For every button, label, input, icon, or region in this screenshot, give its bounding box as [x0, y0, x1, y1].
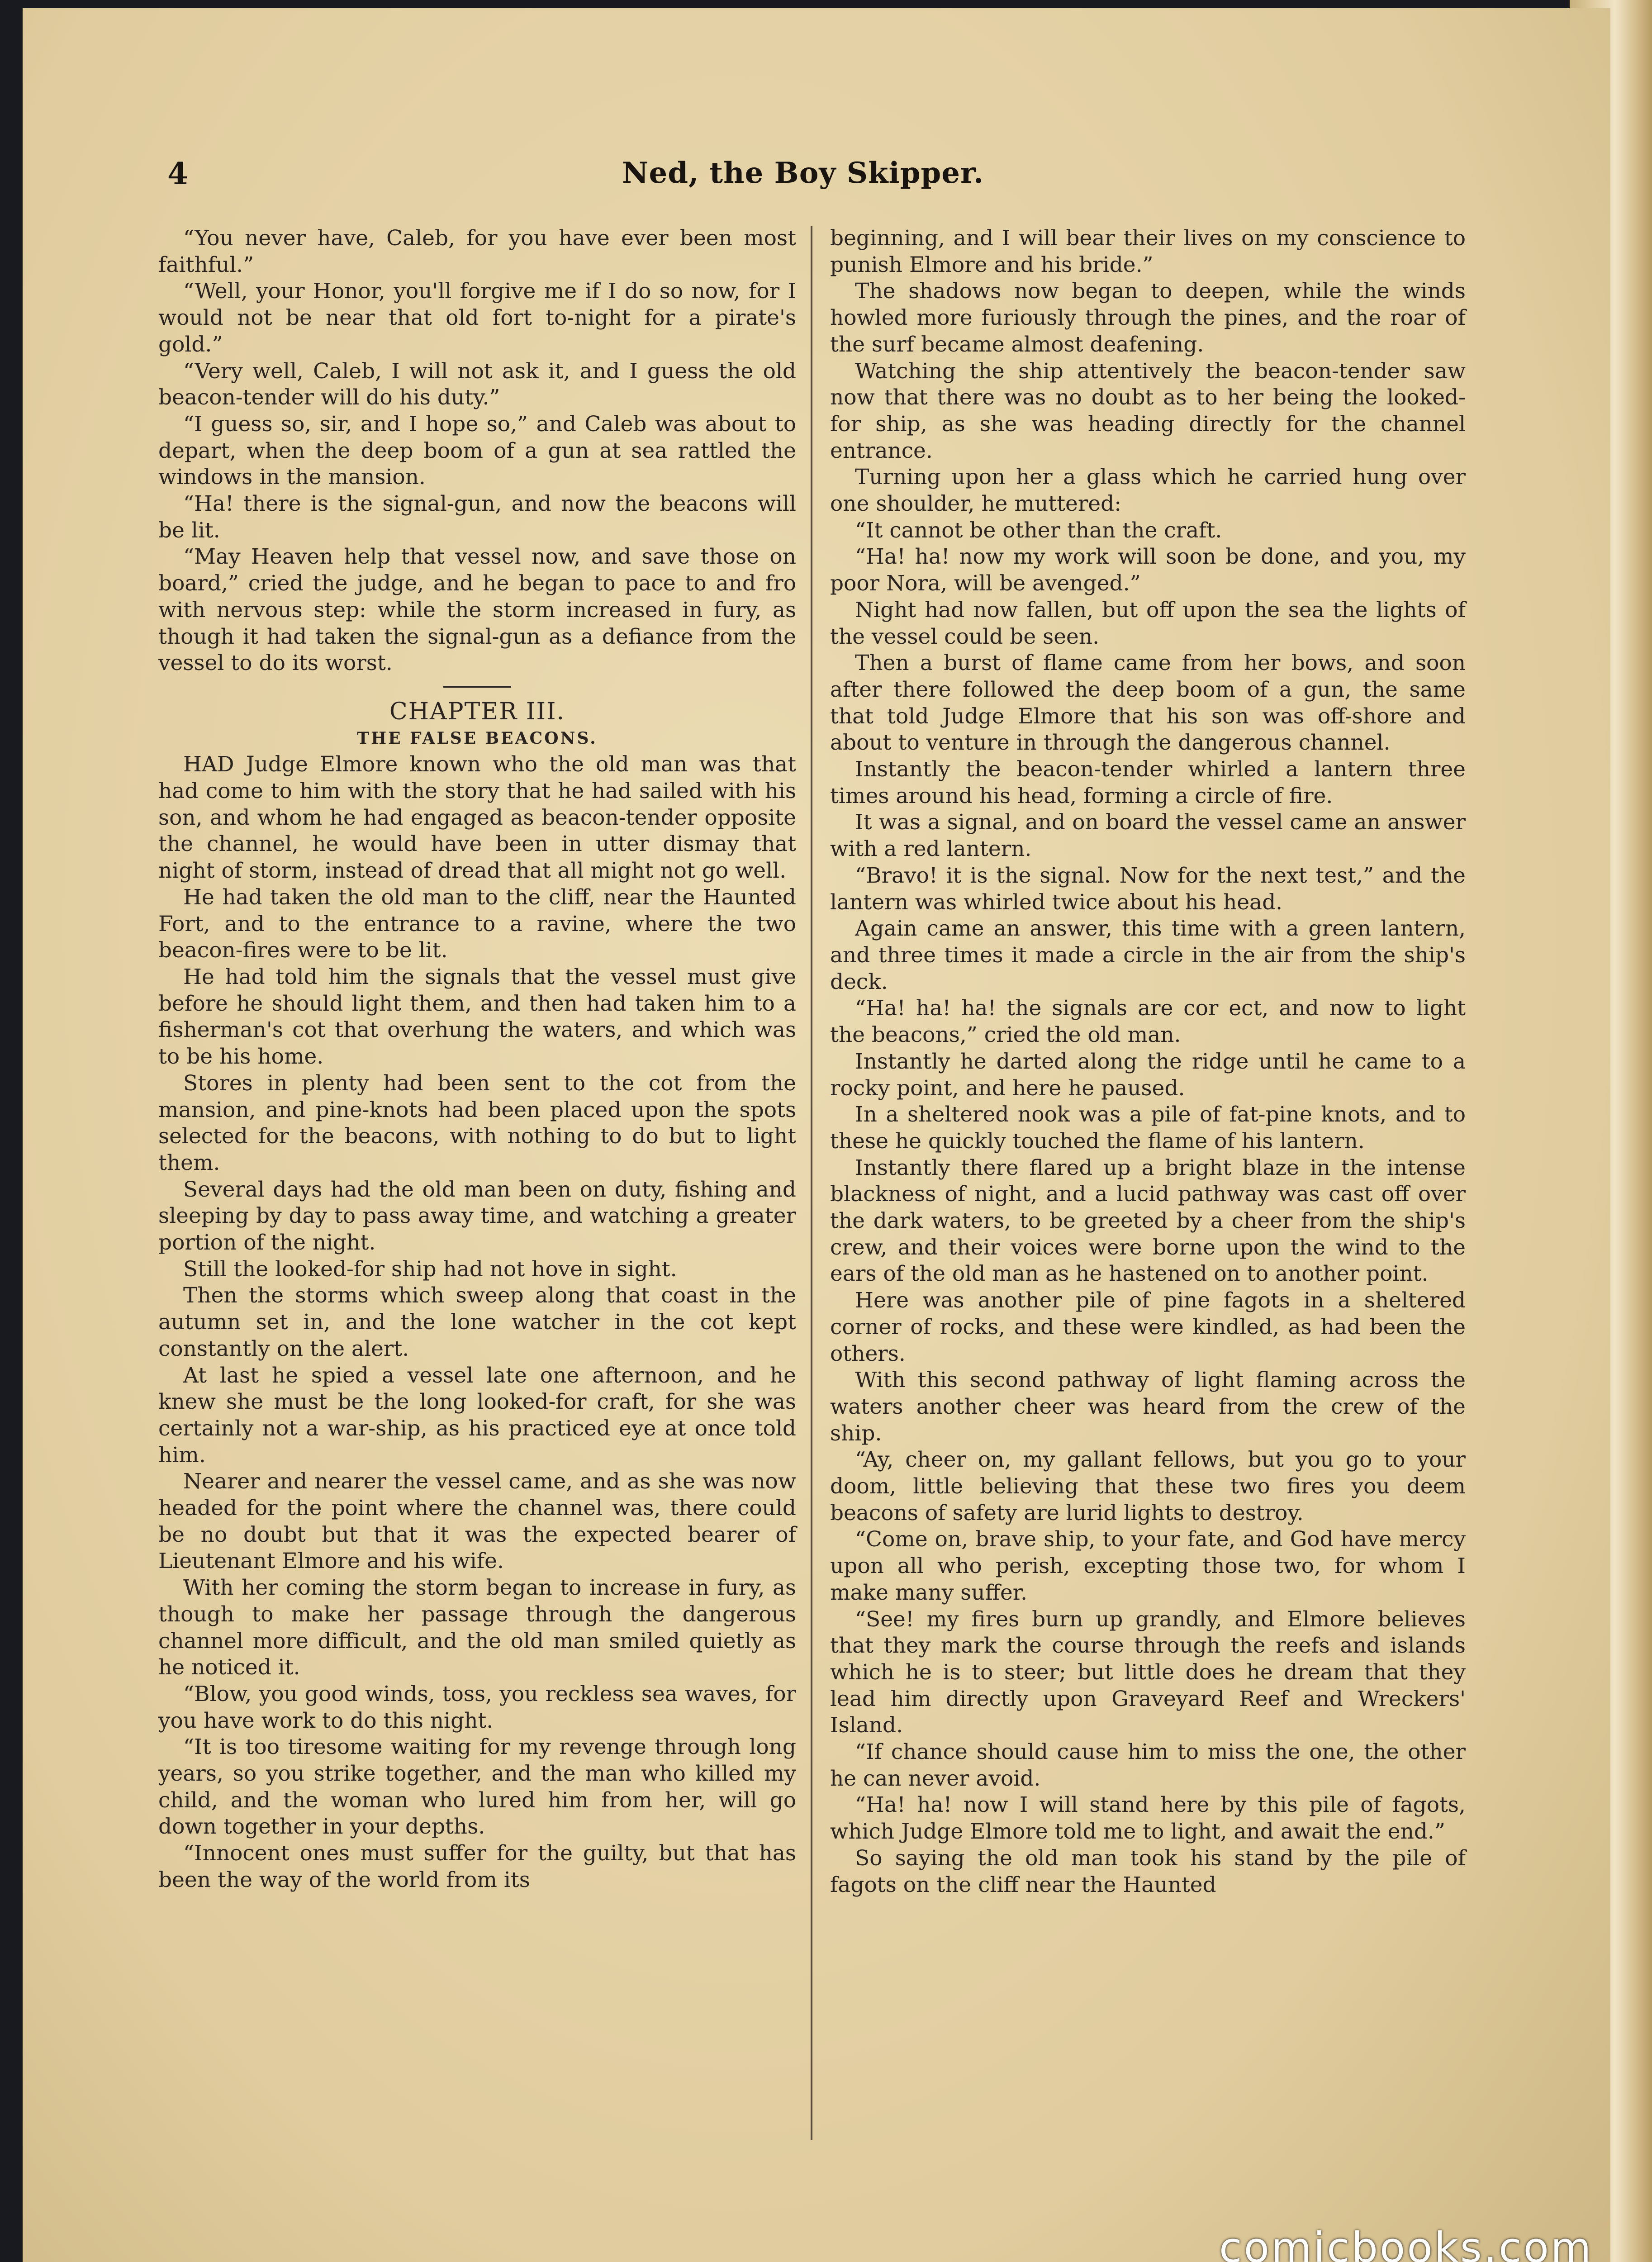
paragraph: Turning upon her a glass which he carried hung over one shoulder, he muttered:: [830, 465, 1466, 517]
page-header: [167, 156, 1018, 201]
paragraph: “Ay, cheer on, my gallant fellows, but you go to your doom, little believing that these two fires you deem beacons of safety are lurid lights to destroy.: [830, 1447, 1466, 1525]
left-column: [158, 225, 796, 1894]
paragraph: “It cannot be other than the craft.: [855, 518, 1222, 543]
paragraph: “Very well, Caleb, I will not ask it, and I guess the old beacon-tender will do his duty.”: [158, 358, 796, 410]
paragraph: “Come on, brave ship, to your fate, and God have mercy upon all who perish, excepting those two, for whom I make many suffer.: [830, 1527, 1466, 1605]
paragraph: At last he spied a vessel late one afternoon, and he knew she must be the long looked-for craft, for she was certainly not a war-ship, as his practiced eye at once told him.: [158, 1363, 796, 1468]
paragraph: “If chance should cause him to miss the one, the other he can never avoid.: [830, 1739, 1466, 1791]
paragraph: Instantly there flared up a bright blaze in the intense blackness of night, and a lucid pathway was cast off over the dark waters, to be greeted by a cheer from the ship's crew, and their voices were borne upon the wind to the ears of the old man as he hastened on to another point.: [830, 1155, 1466, 1287]
paragraph: He had taken the old man to the cliff, near the Haunted Fort, and to the entrance to a ravine, where the two beacon-fires were to be lit.: [158, 884, 796, 963]
paragraph: Then the storms which sweep along that coast in the autumn set in, and the lone watcher in the cot kept constantly on the alert.: [158, 1283, 796, 1361]
paragraph: “It is too tiresome waiting for my revenge through long years, so you strike together, and the man who killed my child, and the woman who lured him from her, will go down together in your depths.: [158, 1735, 796, 1839]
paragraph: Watching the ship attentively the beacon-tender saw now that there was no doubt as to her being the looked-for ship, as she was heading directly for the channel entrance.: [830, 358, 1466, 463]
left-paragraphs-after: [158, 751, 796, 1893]
paragraph: The shadows now began to deepen, while the winds howled more furiously through the pines, and the roar of the surf became almost deafening.: [830, 279, 1466, 357]
chapter-heading: CHAPTER III.: [389, 698, 565, 725]
paragraph: With this second pathway of light flaming across the waters another cheer was heard from the crew of the ship.: [830, 1368, 1466, 1446]
right-column: [830, 225, 1466, 1898]
paragraph: Again came an answer, this time with a green lantern, and three times it made a circle in the air from the ship's deck.: [830, 916, 1466, 994]
left-paragraphs-before: [158, 225, 796, 677]
chapter-subheading: THE FALSE BEACONS.: [357, 728, 598, 748]
paragraph: With her coming the storm began to increase in fury, as though to make her passage through the dangerous channel more difficult, and the old man smiled quietly as he noticed it.: [158, 1575, 796, 1680]
page-number: 4: [167, 156, 188, 191]
paragraph: In a sheltered nook was a pile of fat-pine knots, and to these he quickly touched the flame of his lantern.: [830, 1102, 1466, 1154]
paragraph: “See! my fires burn up grandly, and Elmore believes that they mark the course through the reefs and islands which he is to steer; but little does he dream that they lead him directly upon Graveyard Reef and Wreckers' Island.: [830, 1606, 1466, 1738]
watermark: comicbooks.com: [1219, 2224, 1593, 2262]
paragraph: Night had now fallen, but off upon the sea the lights of the vessel could be seen.: [830, 597, 1466, 649]
section-divider: [443, 686, 511, 688]
right-paragraphs: [830, 225, 1466, 1898]
paragraph: Stores in plenty had been sent to the cot from the mansion, and pine-knots had been placed upon the spots selected for the beacons, with nothing to do but to light them.: [158, 1070, 796, 1175]
paragraph: “Innocent ones must suffer for the guilty, but that has been the way of the world from its: [158, 1841, 796, 1892]
paragraph: “May Heaven help that vessel now, and save those on board,” cried the judge, and he began to pace to and fro with nervous step: while the storm increased in fury, as though it had taken the signal-gun as a defiance from the vessel to do its worst.: [158, 544, 796, 676]
running-title: Ned, the Boy Skipper.: [622, 156, 984, 190]
paragraph: Instantly the beacon-tender whirled a lantern three times around his head, forming a circle of fire.: [830, 757, 1466, 808]
paragraph: “I guess so, sir, and I hope so,” and Caleb was about to depart, when the deep boom of a gun at sea rattled the windows in the mansion.: [158, 411, 796, 490]
paragraph: beginning, and I will bear their lives on my conscience to punish Elmore and his bride.”: [830, 226, 1466, 277]
paragraph: So saying the old man took his stand by the pile of fagots on the cliff near the Haunted: [830, 1845, 1466, 1897]
paragraph: “Bravo! it is the signal. Now for the next test,” and the lantern was whirled twice about his head.: [830, 863, 1466, 915]
paragraph: “Ha! ha! ha! the signals are cor ect, and now to light the beacons,” cried the old man.: [830, 996, 1466, 1048]
paragraph: “Blow, you good winds, toss, you reckless sea waves, for you have work to do this night.: [158, 1681, 796, 1733]
paragraph: “Ha! there is the signal-gun, and now the beacons will be lit.: [158, 491, 796, 543]
paragraph: HAD Judge Elmore known who the old man was that had come to him with the story that he had sailed with his son, and whom he had engaged as beacon-tender opposite the channel, he would have been in utter dismay that night of storm, instead of dread that all might not go well.: [158, 752, 796, 884]
paragraph: It was a signal, and on board the vessel came an answer with a red lantern.: [830, 810, 1466, 862]
paragraph: Here was another pile of pine fagots in a sheltered corner of rocks, and these were kindled, as had been the others.: [830, 1288, 1466, 1366]
paragraph: Nearer and nearer the vessel came, and as she was now headed for the point where the channel was, there could be no doubt but that it was the expected bearer of Lieutenant Elmore and his wife.: [158, 1469, 796, 1574]
paragraph: “Ha! ha! now I will stand here by this pile of fagots, which Judge Elmore told me to light, and await the end.”: [830, 1792, 1466, 1844]
paragraph: Several days had the old man been on duty, fishing and sleeping by day to pass away time, and watching a greater portion of the night.: [158, 1177, 796, 1255]
column-divider: [811, 226, 812, 2140]
paragraph: “Well, your Honor, you'll forgive me if I do so now, for I would not be near that old fort to-night for a pirate's gold.”: [158, 279, 796, 357]
paragraph: He had told him the signals that the vessel must give before he should light them, and then had taken him to a fisherman's cot that overhung the waters, and which was to be his home.: [158, 964, 796, 1069]
paragraph: Still the looked-for ship had not hove in sight.: [183, 1256, 677, 1282]
paragraph: Then a burst of flame came from her bows, and soon after there followed the deep boom of a gun, the same that told Judge Elmore that his son was off-shore and about to venture in through the dangerous channel.: [830, 651, 1466, 756]
paragraph: “You never have, Caleb, for you have ever been most faithful.”: [158, 226, 796, 277]
paragraph: Instantly he darted along the ridge until he came to a rocky point, and here he paused.: [830, 1049, 1466, 1101]
paragraph: “Ha! ha! now my work will soon be done, and you, my poor Nora, will be avenged.”: [830, 544, 1466, 596]
